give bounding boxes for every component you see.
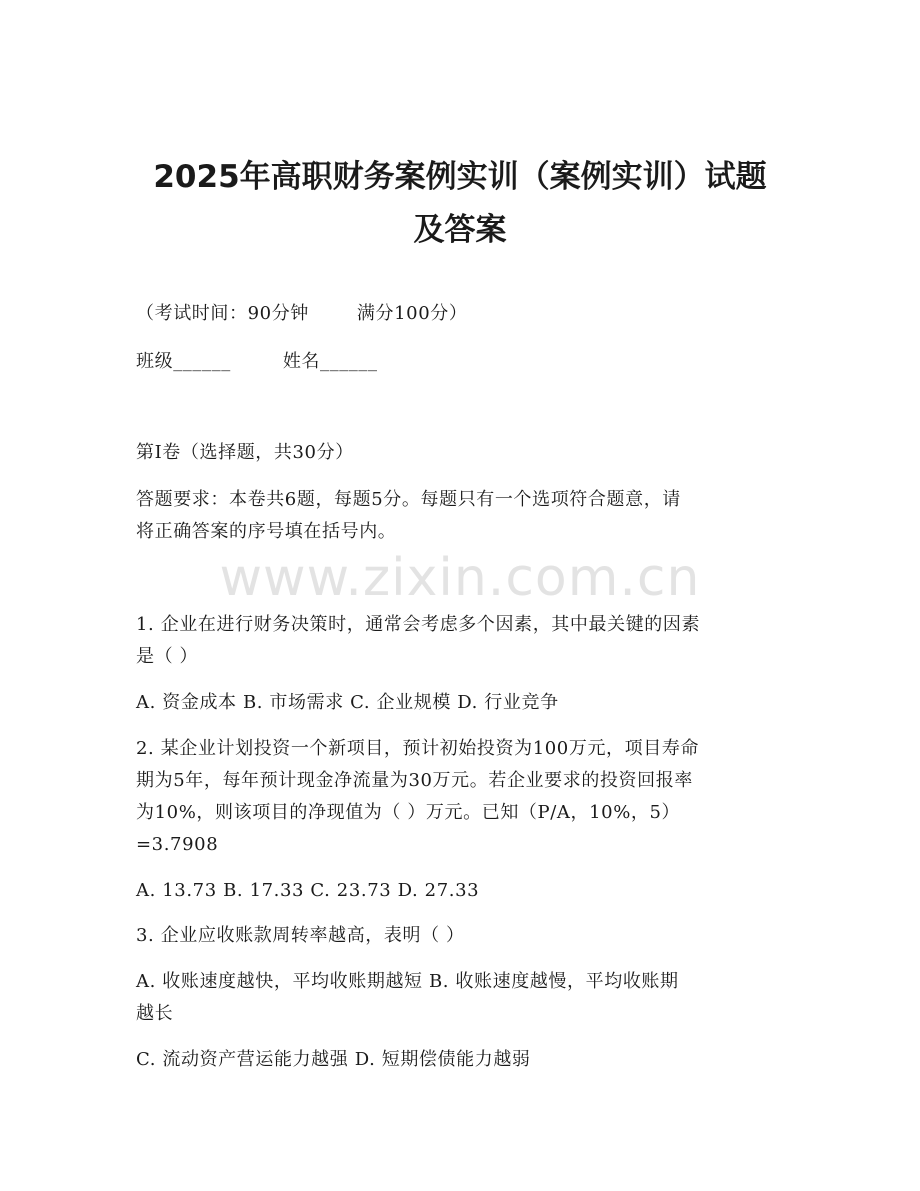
question-2-line-2: 期为5年，每年预计现金净流量为30万元。若企业要求的投资回报率: [136, 770, 693, 791]
question-2-options: A. 13.73 B. 17.33 C. 23.73 D. 27.33: [136, 880, 480, 901]
question-3-options-line-2: 越长: [136, 1003, 174, 1024]
question-3-options-line-1: A. 收账速度越快，平均收账期越短 B. 收账速度越慢，平均收账期: [136, 971, 679, 992]
section-heading: 第I卷（选择题，共30分）: [136, 442, 354, 463]
question-3-line-1: 3. 企业应收账款周转率越高，表明（ ）: [136, 925, 465, 946]
full-score: 满分100分）: [356, 303, 468, 324]
question-2-line-1: 2. 某企业计划投资一个新项目，预计初始投资为100万元，项目寿命: [136, 738, 700, 759]
instructions-line-1: 答题要求：本卷共6题，每题5分。每题只有一个选项符合题意，请: [136, 489, 681, 510]
question-1-line-2: 是（ ）: [136, 646, 199, 667]
instructions-line-2: 将正确答案的序号填在括号内。: [136, 521, 397, 542]
exam-info-line: [136, 298, 786, 330]
student-fields-line: [136, 346, 786, 378]
watermark: www.zixin.com.cn: [219, 548, 701, 608]
question-1-options: A. 资金成本 B. 市场需求 C. 企业规模 D. 行业竞争: [136, 692, 559, 713]
question-2-line-4: =3.7908: [136, 834, 219, 855]
class-field: 班级______: [136, 351, 231, 372]
document-title-line-2: 及答案: [413, 212, 507, 248]
document-title-line-1: 2025年高职财务案例实训（案例实训）试题: [153, 159, 767, 195]
name-field: 姓名______: [282, 351, 378, 372]
question-1-line-1: 1. 企业在进行财务决策时，通常会考虑多个因素，其中最关键的因素: [136, 614, 701, 635]
question-2-line-3: 为10%，则该项目的净现值为（ ）万元。已知（P/A，10%，5）: [136, 802, 681, 823]
question-3-options-line-3: C. 流动资产营运能力越强 D. 短期偿债能力越弱: [136, 1049, 531, 1070]
exam-time: （考试时间：90分钟: [136, 303, 309, 324]
